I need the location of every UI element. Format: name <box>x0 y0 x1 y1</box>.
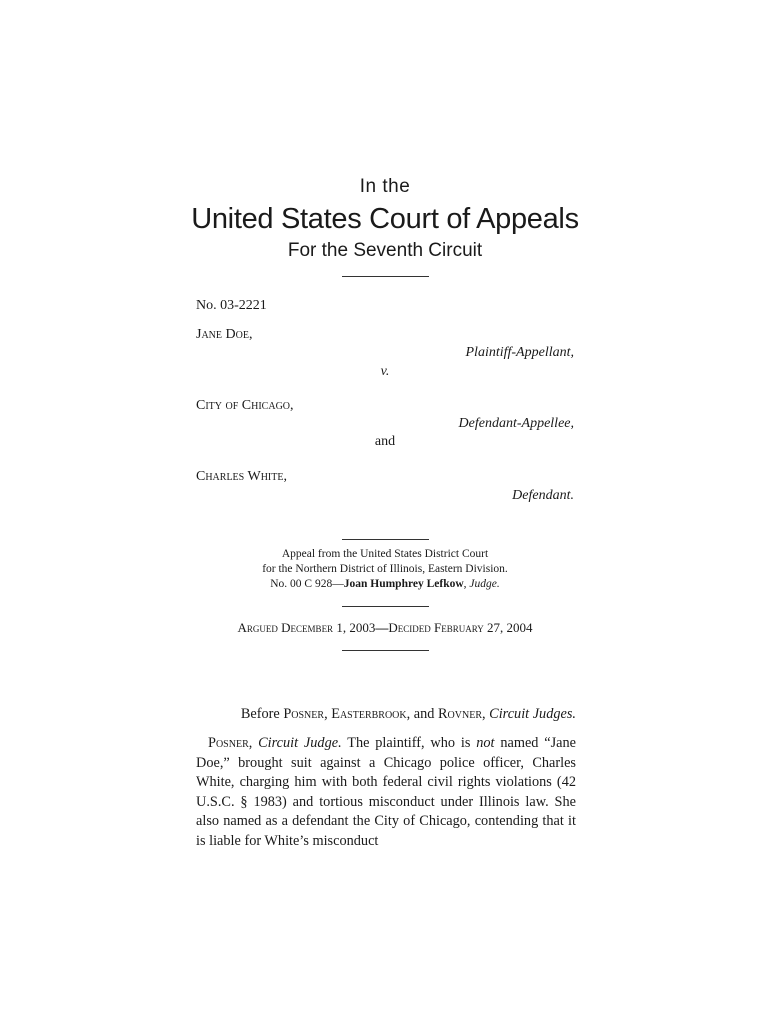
party-city-role: Defendant-Appellee, <box>458 416 574 431</box>
before-label: Before <box>240 706 280 722</box>
district-judge-title: Judge. <box>469 578 500 590</box>
opinion-emphasis: not <box>476 735 495 751</box>
and-connector: and <box>374 434 396 449</box>
argued-label: Argued <box>237 620 278 635</box>
dates-separator: — <box>375 620 389 635</box>
appeal-divider <box>342 606 429 607</box>
panel-judge-3: Rovner <box>438 706 482 722</box>
party-plaintiff-name: Jane Doe, <box>196 327 253 342</box>
district-case-number: No. 00 C 928— <box>270 578 344 590</box>
panel-title: Circuit Judges. <box>489 706 576 722</box>
decided-label: Decided <box>388 620 431 635</box>
party-white-name: Charles White, <box>196 469 287 484</box>
panel-line <box>196 706 576 723</box>
appeal-line-1: Appeal from the United States District Court <box>281 548 489 560</box>
party-city-name: City of Chicago, <box>196 398 294 413</box>
dates-divider <box>342 650 429 651</box>
panel-sep-1: , <box>324 706 332 722</box>
district-judge-name: Joan Humphrey Lefkow <box>343 578 464 590</box>
decided-date: February 27, 2004 <box>433 620 533 635</box>
appeal-line-3 <box>0 578 770 590</box>
panel-sep-3: , <box>482 706 490 722</box>
case-number: No. 03-2221 <box>196 298 267 313</box>
opinion-paragraph: Posner, Circuit Judge. The plaintiff, who is not named “Jane Doe,” brought suit against a Chicago police officer, Charles White, charging him with both federal civil rights violations (42 U.S.C. § 1983) and tortious misconduct under Illinois law. She also named as a defendant the City of Chicago, contending that it is liable for White’s misconduct <box>196 735 577 849</box>
header-divider <box>342 276 429 277</box>
panel-judge-1: Posner <box>283 706 325 722</box>
argued-decided-line <box>0 620 770 636</box>
versus: v. <box>380 364 390 379</box>
appeal-line-2: for the Northern District of Illinois, Eastern Division. <box>262 563 508 575</box>
header-in-the: In the <box>359 176 411 197</box>
opinion-text-a: The plaintiff, who is <box>341 735 477 751</box>
caption-divider <box>342 539 429 540</box>
judge-separator: , <box>463 578 470 590</box>
opinion-author: Posner <box>208 735 249 751</box>
opinion-author-title: Circuit Judge. <box>258 735 342 751</box>
circuit-name: For the Seventh Circuit <box>287 240 483 261</box>
opinion-text-b: named “Jane Doe,” brought suit against a Chicago police officer, Charles White, charging him with both federal civil rights violations (42 U.S.C. § 1983) and tortious misconduct under Illinois law. She also named as a defendant the City of Chicago, contending that it is liable for White’s misconduct <box>196 735 577 849</box>
party-white-role: Defendant. <box>512 488 574 503</box>
panel-sep-2: , and <box>406 706 439 722</box>
argued-date: December 1, 2003 <box>281 620 376 635</box>
panel-judge-2: Easterbrook <box>331 706 407 722</box>
party-plaintiff-role: Plaintiff-Appellant, <box>465 345 574 360</box>
court-name: United States Court of Appeals <box>191 203 579 235</box>
